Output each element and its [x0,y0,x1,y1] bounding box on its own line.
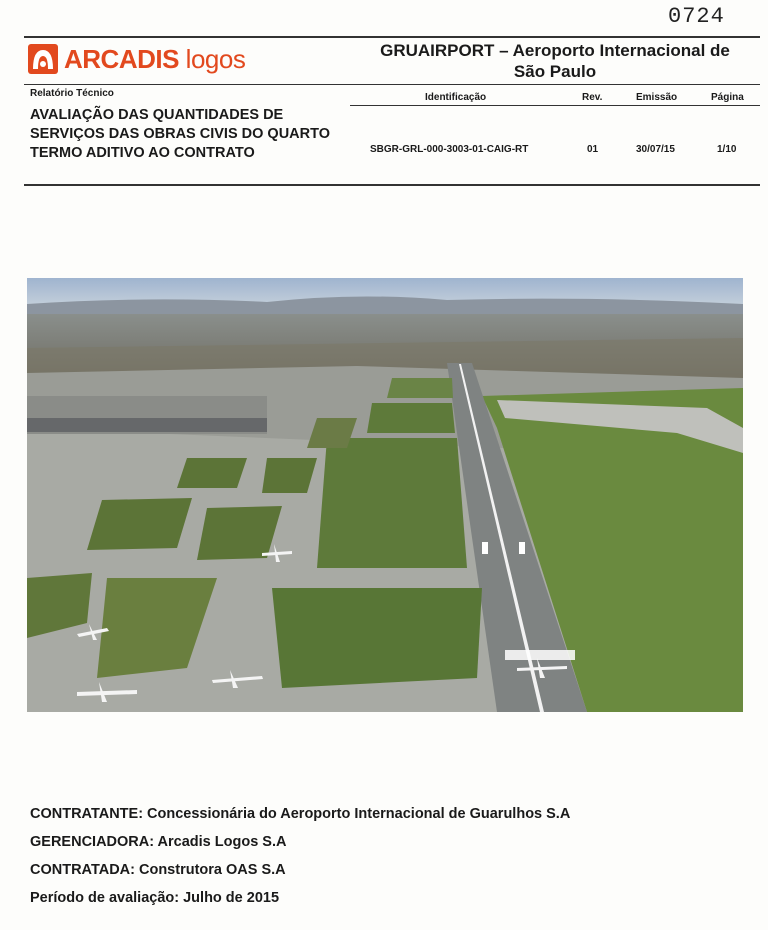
header-top-rule [24,36,760,38]
meta-page-label: Página [711,92,744,103]
page-number-stamp: 0724 [668,4,725,29]
periodo-line: Período de avaliação: Julho de 2015 [30,890,280,906]
aerial-airport-photo [27,278,743,712]
gerenciadora-line: GERENCIADORA: Arcadis Logos S.A [30,834,287,850]
meta-id-value: SBGR-GRL-000-3003-01-CAIG-RT [370,144,529,155]
contratante-line: CONTRATANTE: Concessionária do Aeroporto Internacional de Guarulhos S.A [30,806,571,822]
meta-rev-label: Rev. [582,92,603,103]
arcadis-logo [28,42,245,76]
airport-title-line2: São Paulo [513,62,597,81]
airport-photo-illustration [27,278,743,712]
meta-rev-value: 01 [587,144,599,155]
logo-suffix: logos [178,43,246,74]
airport-title-line1: GRUAIRPORT – Aeroporto Internacional de [380,41,730,60]
document-title: AVALIAÇÃO DAS QUANTIDADES DE SERVIÇOS DAS OBRAS CIVIS DO QUARTO TERMO ADITIVO AO CONTRATO [30,107,330,161]
meta-emission-value: 30/07/15 [636,144,675,155]
logo-brand: ARCADIS [64,43,179,74]
contratada-line: CONTRATADA: Construtora OAS S.A [30,862,286,878]
header-bottom-rule [24,184,760,186]
header-middle-rule [24,84,760,85]
meta-id-label: Identificação [425,92,487,103]
meta-rule [350,105,760,106]
arcadis-logo-icon [28,44,58,74]
meta-page-value: 1/10 [717,144,737,155]
document-type: Relatório Técnico [30,88,114,99]
airport-title [350,40,760,82]
meta-emission-label: Emissão [636,92,678,103]
logo-wordmark [64,44,245,75]
